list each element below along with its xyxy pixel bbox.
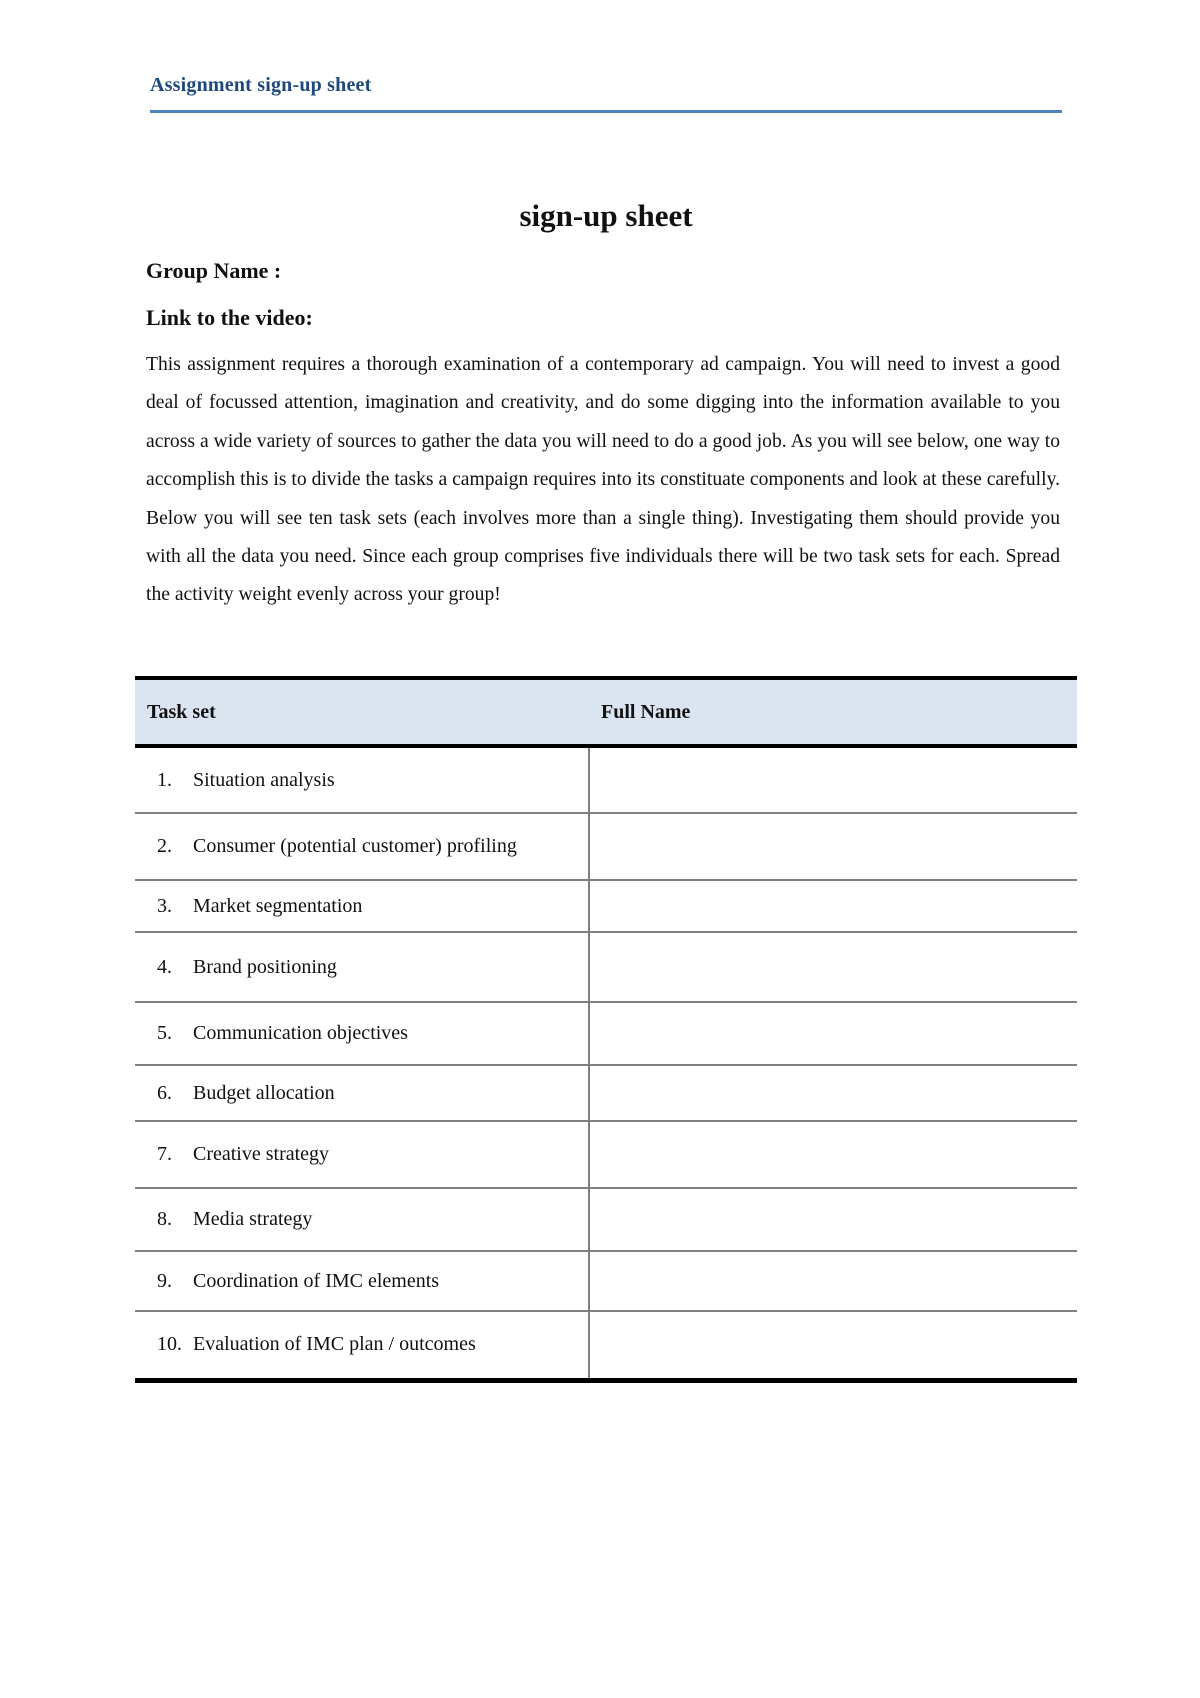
table-row	[135, 746, 1077, 813]
full-name-cell[interactable]	[589, 1311, 1077, 1380]
task-cell	[135, 1311, 589, 1380]
table-row	[135, 932, 1077, 1002]
task-label: Market segmentation	[193, 894, 363, 917]
task-cell	[135, 1188, 589, 1251]
header-title: Assignment sign-up sheet	[150, 74, 372, 96]
table-row	[135, 1065, 1077, 1121]
table-row	[135, 1251, 1077, 1311]
video-link-label: Link to the video:	[146, 305, 313, 330]
task-label: Consumer (potential customer) profiling	[193, 835, 517, 857]
full-name-cell[interactable]	[589, 1002, 1077, 1065]
task-cell	[135, 813, 589, 880]
task-label: Evaluation of IMC plan / outcomes	[193, 1333, 476, 1356]
task-cell	[135, 1065, 589, 1121]
task-number: 2.	[157, 835, 172, 857]
full-name-cell[interactable]	[589, 813, 1077, 880]
task-label: Brand positioning	[193, 955, 337, 978]
task-label: Creative strategy	[193, 1143, 330, 1165]
task-number: 5.	[157, 1022, 172, 1044]
task-label: Coordination of IMC elements	[193, 1269, 440, 1292]
task-number: 3.	[157, 894, 172, 917]
full-name-cell[interactable]	[589, 932, 1077, 1002]
task-cell	[135, 932, 589, 1002]
task-number: 4.	[157, 955, 172, 978]
task-number: 7.	[157, 1143, 172, 1165]
full-name-cell[interactable]	[589, 1251, 1077, 1311]
task-number: 6.	[157, 1081, 172, 1104]
task-label: Communication objectives	[193, 1022, 408, 1044]
task-cell	[135, 1251, 589, 1311]
column-header-full-name: Full Name	[589, 678, 1077, 746]
task-cell	[135, 880, 589, 932]
table-row	[135, 1002, 1077, 1065]
task-label: Situation analysis	[193, 768, 335, 791]
full-name-cell[interactable]	[589, 1188, 1077, 1251]
table-row	[135, 1121, 1077, 1188]
task-cell	[135, 1121, 589, 1188]
task-number: 1.	[157, 768, 172, 791]
task-cell	[135, 1002, 589, 1065]
page-header	[150, 70, 1062, 113]
task-cell	[135, 746, 589, 813]
intro-paragraph: This assignment requires a thorough examination of a contemporary ad campaign. You will need to invest a good deal of focussed attention, imagination and creativity, and do some digging into the information available to you across a wide variety of sources to gather the data you will need to do a good job. As you will see below, one way to accomplish this is to divide the tasks a campaign requires into its constituate components and look at these carefully. Below you will see ten task sets (each involves more than a single thing). Investigating them should provide you with all the data you need. Since each group comprises five individuals there will be two task sets for each. Spread the activity weight evenly across your group!	[146, 354, 1060, 606]
task-number: 9.	[157, 1269, 172, 1292]
table-row	[135, 1188, 1077, 1251]
full-name-cell[interactable]	[589, 1121, 1077, 1188]
task-signup-table	[135, 676, 1077, 1383]
group-name-label: Group Name :	[146, 258, 282, 283]
task-number: 8.	[157, 1208, 172, 1230]
task-label: Budget allocation	[193, 1081, 335, 1104]
task-label: Media strategy	[193, 1208, 313, 1230]
document-title: sign-up sheet	[519, 198, 693, 233]
column-header-task-set: Task set	[135, 678, 589, 746]
full-name-cell[interactable]	[589, 1065, 1077, 1121]
full-name-cell[interactable]	[589, 880, 1077, 932]
table-row	[135, 1311, 1077, 1380]
task-number: 10.	[157, 1333, 182, 1356]
table-row	[135, 880, 1077, 932]
full-name-cell[interactable]	[589, 746, 1077, 813]
table-header-row	[135, 678, 1077, 746]
table-row	[135, 813, 1077, 880]
